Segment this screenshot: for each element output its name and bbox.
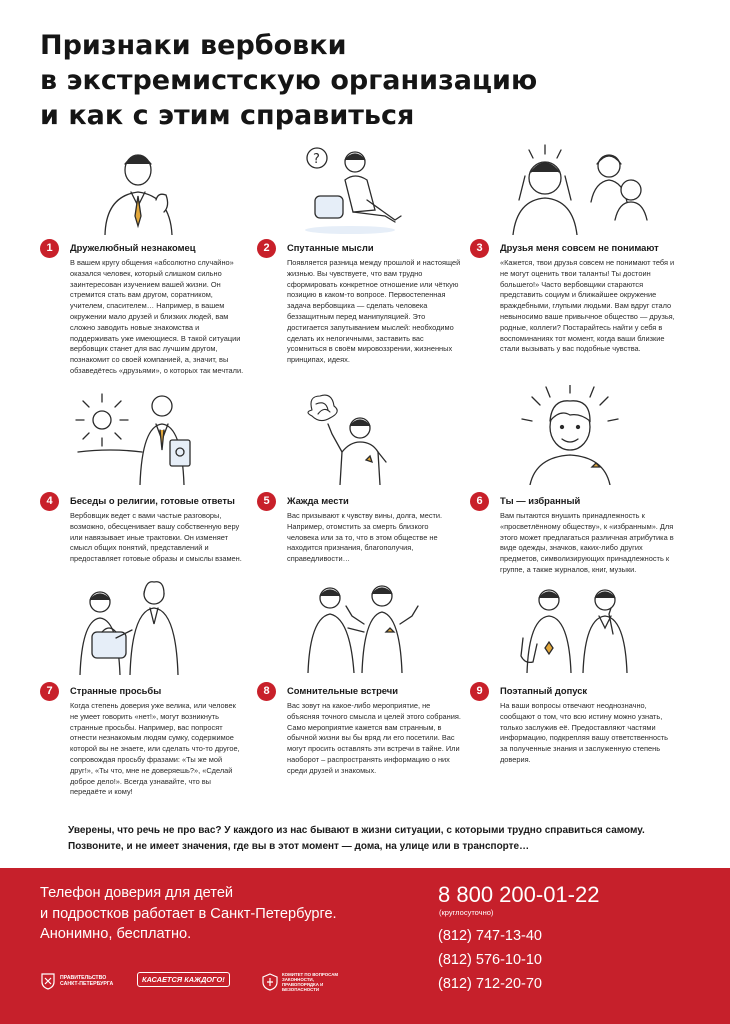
card-title: Сомнительные встречи [287,685,398,696]
card-number: 9 [470,682,489,701]
card-text: Появляется разница между прошлой и настоящей жизнью. Вы чувствуете, что вам трудно сформировать конкретное отношение или чёткую позицию в каком-то вопросе. Первостепенная задача вербовщика — сделать человека беззащитным перед манипуляцией. Это достигается запутыванием мыслей: необходимо сделать их нелогичными, заставить вас усомниться в своём мировоззрении, жизненных принципах, идеях. [287,258,461,365]
illustration-friendly-stranger [90,140,210,235]
title-line-3: и как с этим справиться [40,100,415,131]
illustration-confused-thoughts [295,140,415,235]
phone-main[interactable]: 8 800 200-01-22 [438,882,600,907]
card-number: 5 [257,492,276,511]
poster-title [40,28,700,133]
illustration-gradual-access [515,578,645,673]
card-4 [40,492,245,565]
card-2 [257,239,462,366]
card-number: 1 [40,239,59,258]
bottom-line-1: Уверены, что речь не про вас? У каждого из нас бывают в жизни ситуации, с которыми трудно справиться самому. [68,825,645,836]
card-text: Когда степень доверия уже велика, или человек не умеет говорить «нет!», могут возникнуть странные просьбы. Например, вас попросят отнести незнакомым людям сумку, содержимое которой вы не знаете, или сделать что-то другое, сопровождая просьбу фразами: «Ты же мой друг!», «Ты что, мне не доверяешь?», «Сделай доброе дело!». Всегда узнавайте, что вы передаёте и кому! [70,701,240,797]
bottom-line-2: Позвоните, и не имеет значения, где вы в этот момент — дома, на улице или в транспорте… [68,841,530,852]
card-5 [257,492,462,565]
illustration-suspicious-meetings [290,578,430,673]
title-line-1: Признаки вербовки [40,30,347,61]
card-title: Поэтапный допуск [500,685,588,696]
card-text: В вашем кругу общения «абсолютно случайно» оказался человек, который слишком сильно заинтересован изучением вашей жизни. Он стремится стать вам другом, соратником, учителем, спасителем… Например, в вашем окружении мало друзей и близких людей, вам сложно заводить новые знакомства и поддерживать уже имеющиеся. В такой ситуации вербовщик станет для вас лучшим другом, познакомит со своей компанией, а, значит, вы обзаведётесь «друзьями», о которых так мечтали. [70,258,244,375]
gov-logo-label: ПРАВИТЕЛЬСТВО САНКТ-ПЕТЕРБУРГА [60,975,114,987]
card-number: 4 [40,492,59,511]
kasaetsya-logo [137,972,230,987]
bottom-message [68,823,688,855]
title-line-2: в экстремистскую организацию [40,65,538,96]
card-3 [470,239,675,355]
illustration-revenge [290,390,410,485]
card-number: 3 [470,239,489,258]
card-title: Дружелюбный незнакомец [70,242,196,253]
card-title: Жажда мести [287,495,349,506]
card-title: Беседы о религии, готовые ответы [70,495,235,506]
card-text: «Кажется, твои друзья совсем не понимают тебя и не могут оценить твои таланты! Ты достоин большего!» Часто вербовщики стараются представить социум и ближайшее окружение враждебными, глупыми людьми. Вам вдруг стало невыносимо ваше привычное общество — друзья, родные, коллеги? Постарайтесь найти у себя в воспоминаниях тот момент, когда ваши близкие стали вызывать у вас подобные чувства. [500,258,675,354]
card-text: Вас призывают к чувству вины, долга, мести. Например, отомстить за смерть близкого человека или за то, что в этом обществе не находится признания, благополучия, справедливости… [287,511,443,564]
card-6 [470,492,675,576]
svg-text:?: ? [313,152,320,167]
phone-3[interactable]: (812) 712-20-70 [438,976,542,992]
card-number: 2 [257,239,276,258]
kasaetsya-label: КАСАЕТСЯ КАЖДОГО! [137,972,230,987]
card-text: Вам пытаются внушить принадлежность к «просветлённому обществу», к «избранным». Для этого может предлагаться различная атрибутика в виде одежды, значков, каких-либо других предметов, символизирующих принадлежность к группе, а также журналов, книг, музыки. [500,511,674,574]
card-8 [257,682,462,777]
card-1 [40,239,245,377]
phone-note: (круглосуточно) [439,908,494,917]
helpline-line-2: и подростков работает в Санкт-Петербурге. [40,905,337,922]
card-title: Друзья меня совсем не понимают [500,242,659,253]
illustration-religion-talks [70,390,210,485]
card-number: 8 [257,682,276,701]
helpline-line-3: Анонимно, бесплатно. [40,926,192,942]
committee-logo [262,972,344,992]
card-9 [470,682,675,766]
card-text: Вас зовут на какое-либо мероприятие, не объясняя точного смысла и целей этого собрания. Само мероприятие кажется вам странным, в обычной жизни вы бы вряд ли его посетили. Вас могут просить оставлять эти встречи в тайне. Или наоборот – распространять информацию о них среди друзей и знакомых. [287,701,461,775]
card-title: Спутанные мысли [287,242,374,253]
phone-2[interactable]: (812) 576-10-10 [438,952,542,968]
card-text: Вербовщик ведет с вами частые разговоры, возможно, обесценивает вашу собственную веру или навязывает иные трактовки. Он изменяет смысл общих понятий, представлений и предоставляет готовые образы и смыслы взамен. [70,511,242,564]
gov-logo [40,972,118,990]
illustration-strange-requests [70,580,200,675]
helpline-text [40,883,337,945]
card-title: Странные просьбы [70,685,162,696]
card-7 [40,682,245,798]
card-title: Ты — избранный [500,495,581,506]
coat-of-arms-icon [40,972,56,990]
committee-logo-label: КОМИТЕТ ПО ВОПРОСАМ ЗАКОННОСТИ, ПРАВОПОРЯДКА И БЕЗОПАСНОСТИ [282,972,339,992]
card-text: На ваши вопросы отвечают неоднозначно, сообщают о том, что всю истину можно узнать, только заслужив её. Предоставляют частями информацию, подкрепляя вашу ответственность за полученные знания и заслуженную степень доверия. [500,701,669,764]
helpline-line-1: Телефон доверия для детей [40,885,234,901]
illustration-chosen-one [510,385,630,485]
illustration-misunderstood-friends [505,140,655,235]
helpline-band [0,868,730,1024]
phone-1[interactable]: (812) 747-13-40 [438,928,542,944]
shield-icon [262,973,278,991]
card-number: 7 [40,682,59,701]
card-number: 6 [470,492,489,511]
